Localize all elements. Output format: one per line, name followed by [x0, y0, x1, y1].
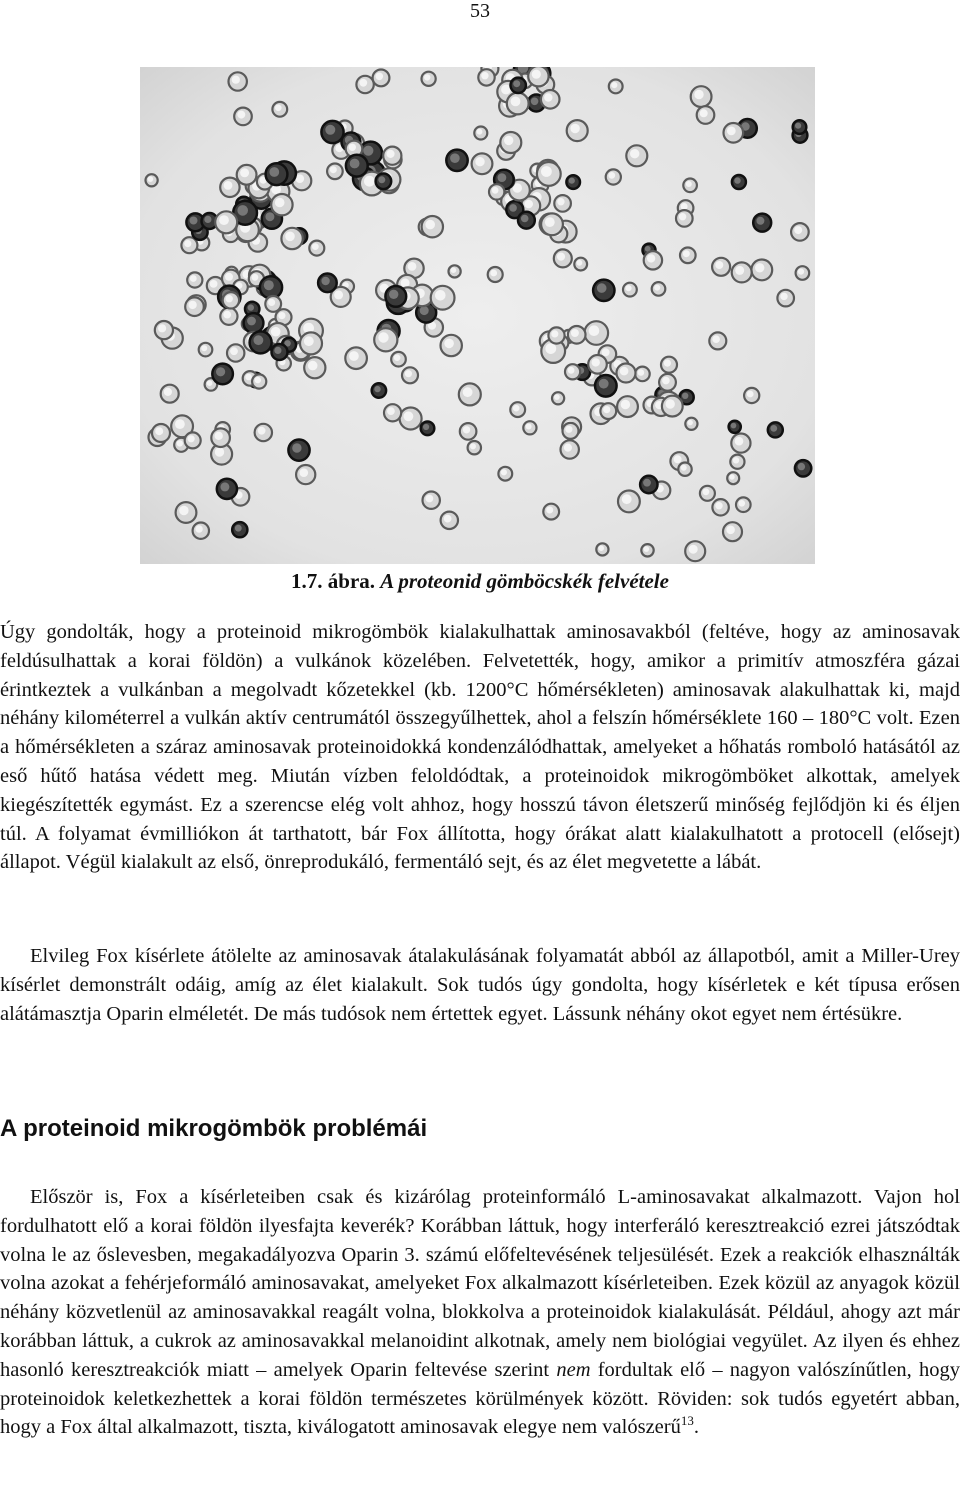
microsphere-highlight — [569, 178, 575, 184]
microsphere-highlight — [450, 153, 460, 163]
microsphere-highlight — [739, 500, 746, 507]
microsphere-highlight — [463, 426, 470, 433]
microsphere-highlight — [715, 502, 722, 509]
microsphere-highlight — [224, 181, 233, 190]
microsphere-highlight — [524, 200, 533, 209]
microsphere-highlight — [532, 70, 541, 79]
microsphere-highlight — [541, 166, 552, 177]
microsphere-highlight — [254, 335, 264, 345]
microsphere-highlight — [195, 525, 202, 532]
microsphere-highlight — [424, 74, 430, 80]
microsphere-highlight — [325, 125, 335, 135]
microsphere-highlight — [285, 232, 295, 242]
microsphere-highlight — [265, 212, 274, 221]
microsphere-highlight — [376, 73, 384, 81]
microsphere-highlight — [188, 301, 196, 309]
microsphere-highlight — [545, 343, 556, 354]
microsphere-highlight — [237, 111, 245, 119]
microsphere-highlight — [158, 324, 166, 332]
microsphere-highlight — [475, 157, 484, 166]
microsphere-highlight — [204, 216, 211, 223]
microsphere-highlight — [223, 311, 231, 319]
microsphere-highlight — [300, 468, 309, 477]
microsphere-highlight — [230, 347, 238, 355]
microsphere-highlight — [190, 217, 198, 225]
microsphere-highlight — [255, 377, 261, 383]
microsphere-highlight — [275, 198, 285, 208]
microsphere-highlight — [794, 226, 802, 234]
microsphere-highlight — [408, 262, 417, 271]
figure-caption-label: 1.7. ábra. — [291, 569, 376, 593]
microsphere-highlight — [477, 129, 483, 135]
microsphere-highlight — [226, 295, 233, 302]
microsphere-highlight — [621, 400, 630, 409]
microsphere-highlight — [577, 260, 583, 266]
microsphere-highlight — [755, 263, 764, 272]
paragraph-3-emphasis: nem — [556, 1358, 591, 1381]
microsphere-highlight — [551, 330, 558, 337]
microsphere-highlight — [264, 280, 274, 290]
microsphere-highlight — [798, 269, 804, 275]
microsphere-highlight — [756, 217, 764, 225]
microsphere-highlight — [444, 515, 452, 523]
microsphere-highlight — [564, 444, 572, 452]
paragraph-1: Úgy gondolták, hogy a proteinoid mikrogömbök kialakulhattak aminosavakból (feltéve, hogy az aminosavak feldúsulhattak a korai földön) a vulkánok közelében. Felvetették, hogy, amikor a primitív atmoszféra gázai érintkeztek a vulkánban a megolvadt kőzetekkel (kb. 1200°C hőmérsékleten) aminosavak alakulhattak ki, majd néhány kilométerrel a vulkán aktív centrumától összegyűlhettek, ahol a felszín hőmérséklete 160 – 180°C volt. Ezen a hőmérsékleten a száraz aminosavak proteinoidokká kondenzálódhattak, amelyeket a hőhatás romboló hatásától az eső hűtő hatása védett meg. Miután vízben feloldódtak, a proteinoidok mikrogömböket alkottak, amelyek kiegészítették egymást. Ez a szerencse elég volt ahhoz, hogy hosszú távon életszerű minőség fejlődjön ki és éljen túl. A folyamat évmilliókon át tarthatott, bár Fox állította, hogy órákat alatt kialakulhatott a protocell (elősejt) állapot. Végül kialakult az első, önreprodukáló, fermentáló sejt, és az élet megvetette a lábát. — [0, 621, 960, 874]
microsphere-highlight — [608, 172, 615, 179]
microsphere-highlight — [603, 406, 610, 413]
microsphere-highlight — [247, 317, 256, 326]
section-heading: A proteinoid mikrogömbök problémái — [0, 1115, 428, 1142]
microsphere-highlight — [245, 374, 252, 381]
microsphere-highlight — [359, 79, 367, 87]
microsphere-highlight — [689, 545, 698, 554]
microsphere-highlight — [688, 420, 693, 425]
paragraph-3-end: . — [693, 1416, 699, 1439]
microsphere-highlight — [148, 176, 154, 182]
microsphere-highlight — [662, 377, 670, 385]
microsphere-highlight — [190, 275, 197, 282]
paragraph-3-text-a: Először is, Fox a kísérleteiben csak és kizárólag proteinformáló L-aminosavakat alkalmazott. Vajon hol fordulhatott elő a korai földön ilyesfajta keverék? Korábban láttuk, hogy interferáló keresztreakció ezrei játszódtak volna le az őslevesben, megakadályozva Oparin 3. számú előfeltevésének teljesülését. Ezek a reakciók elhasználták volna azokat a fehérjeformáló aminosavakat, amelyeket Fox alkalmazott kísérleteiben. Ezek közül az anyagok közül néhány közvetlenül az aminosavakkal reagált volna, blokkolva a proteinoidok kialakulását. Például, ahogy azt már korábban láttuk, a cukrok az aminosavakkal melanoidint alkotnak, amely nem biológiai vegyület. Az ilyen és ehhez hasonló keresztreakciók miatt – amelyek Oparin feltevése szerint — [0, 1186, 960, 1381]
microsphere-highlight — [426, 495, 434, 503]
microsphere-micrograph — [140, 67, 815, 564]
microsphere-highlight — [798, 463, 805, 470]
microsphere-highlight — [521, 215, 529, 223]
microsphere-highlight — [511, 97, 521, 107]
microsphere-highlight — [681, 203, 688, 210]
microsphere-highlight — [308, 361, 318, 371]
microsphere-highlight — [378, 176, 385, 183]
paragraph-3-text-b: fordultak elő – nagyon valószínűtlen, hogy proteinoidok keletkezhettek a korai földön természetes körülmények között. Röviden: sok tudós egyetért abban, hogy a Fox által alkalmazott, tiszta, kiválogatott aminosavak elegye nem valószerű — [0, 1358, 960, 1439]
microsphere-highlight — [334, 290, 343, 299]
microsphere-highlight — [275, 105, 282, 112]
figure-caption-title: A proteonid gömböcskék felvétele — [380, 569, 669, 593]
microsphere-highlight — [387, 407, 395, 415]
microsphere-highlight — [683, 250, 690, 257]
microsphere-highlight — [501, 469, 507, 475]
microsphere-highlight — [184, 240, 191, 247]
microsphere-highlight — [451, 267, 457, 273]
microsphere-highlight — [215, 447, 224, 456]
microsphere-highlight — [425, 220, 435, 230]
microsphere-highlight — [674, 455, 682, 463]
microsphere-highlight — [389, 290, 398, 299]
microsphere-highlight — [350, 159, 360, 169]
microsphere-highlight — [386, 150, 394, 158]
microsphere-highlight — [374, 386, 380, 392]
footnote-ref-13: 13 — [680, 1413, 694, 1429]
microsphere-highlight — [330, 166, 337, 173]
microsphere-highlight — [734, 177, 740, 183]
microsphere-highlight — [682, 393, 688, 399]
microsphere-highlight — [237, 205, 248, 216]
microsphere-highlight — [654, 285, 660, 291]
microsphere-highlight — [731, 423, 737, 429]
microsphere-highlight — [349, 144, 356, 151]
microsphere-highlight — [681, 465, 687, 471]
microsphere-highlight — [210, 280, 218, 288]
microsphere-highlight — [470, 443, 476, 449]
microsphere-highlight — [401, 278, 410, 287]
paragraph-2: Elvileg Fox kísérlete átölelte az aminosavak átalakulásának folyamatát abból az állapotból, amit a Miller-Urey kísérlet demonstrált odáig, amíg az élet kialakult. Sok tudós úgy gondolta, hogy kísérletek e két típusa erősen alátámasztja Oparin elméletét. De más tudósok nem értettek egyet. Lássunk néhány okot egyet nem értésükre. — [0, 945, 960, 1025]
microsphere-highlight — [686, 181, 692, 187]
microsphere-highlight — [463, 387, 473, 397]
microsphere-highlight — [492, 187, 499, 194]
microsphere-highlight — [795, 123, 801, 129]
paragraph-3 — [0, 1183, 960, 1442]
microsphere-highlight — [363, 146, 373, 156]
microsphere-highlight — [557, 253, 565, 261]
microsphere-highlight — [481, 72, 488, 79]
microsphere-highlight — [589, 325, 600, 336]
microsphere-highlight — [570, 124, 579, 133]
microsphere-highlight — [620, 367, 629, 376]
microsphere-highlight — [177, 440, 183, 446]
microsphere-highlight — [598, 545, 604, 551]
microsphere-highlight — [312, 243, 319, 250]
microsphere-highlight — [622, 494, 632, 504]
microsphere-highlight — [700, 109, 708, 117]
microsphere-highlight — [252, 274, 259, 281]
microsphere-highlight — [715, 261, 723, 269]
microsphere-highlight — [378, 332, 388, 342]
microsphere-highlight — [568, 367, 575, 374]
microsphere-highlight — [304, 336, 314, 346]
microsphere-highlight — [625, 285, 631, 291]
microsphere-highlight — [513, 405, 520, 412]
microsphere-highlight — [404, 411, 414, 421]
microsphere-highlight — [269, 167, 279, 177]
microsphere-highlight — [565, 426, 572, 433]
microsphere-highlight — [225, 273, 233, 281]
microsphere-highlight — [544, 93, 552, 101]
microsphere-highlight — [679, 213, 686, 220]
microsphere-highlight — [554, 394, 560, 400]
microsphere-highlight — [602, 348, 610, 356]
microsphere-highlight — [557, 198, 564, 205]
microsphere-highlight — [630, 149, 639, 158]
microsphere-highlight — [526, 424, 532, 430]
page-number: 53 — [470, 0, 490, 22]
microsphere-highlight — [349, 351, 359, 361]
microsphere-highlight — [164, 388, 172, 396]
microsphere-highlight — [435, 290, 446, 301]
microsphere-highlight — [420, 306, 429, 315]
microsphere-highlight — [571, 329, 579, 337]
microsphere-highlight — [179, 506, 188, 515]
microsphere-highlight — [215, 432, 223, 440]
microsphere-highlight — [219, 215, 229, 225]
microsphere-highlight — [423, 424, 429, 430]
microsphere-highlight — [240, 168, 249, 177]
microsphere-highlight — [271, 327, 281, 337]
microsphere-highlight — [232, 76, 240, 84]
microsphere-highlight — [592, 358, 600, 366]
microsphere-highlight — [207, 380, 213, 386]
microsphere-highlight — [509, 204, 517, 212]
microsphere-highlight — [220, 482, 229, 491]
microsphere-highlight — [780, 293, 787, 300]
figure-caption — [0, 568, 960, 594]
microsphere-highlight — [405, 370, 412, 377]
microsphere-highlight — [727, 127, 736, 136]
microsphere-highlight — [498, 173, 507, 182]
microsphere-highlight — [664, 360, 671, 367]
microsphere-highlight — [735, 266, 744, 275]
microsphere-highlight — [643, 479, 651, 487]
microsphere-highlight — [235, 525, 242, 532]
microsphere-highlight — [747, 391, 754, 398]
microsphere-highlight — [188, 435, 195, 442]
microsphere-highlight — [292, 443, 301, 452]
microsphere-highlight — [248, 304, 254, 310]
microsphere-highlight — [278, 312, 285, 319]
microsphere-highlight — [597, 283, 607, 293]
microsphere-highlight — [444, 339, 454, 349]
microsphere-highlight — [531, 98, 539, 106]
microsphere-highlight — [599, 379, 609, 389]
microsphere-highlight — [735, 437, 744, 446]
microsphere-highlight — [611, 82, 617, 88]
microsphere-highlight — [733, 457, 739, 463]
microsphere-highlight — [694, 90, 703, 99]
microsphere-highlight — [770, 425, 777, 432]
microsphere-highlight — [268, 299, 275, 306]
microsphere-highlight — [321, 277, 329, 285]
microsphere-photo — [140, 67, 815, 564]
microsphere-highlight — [274, 347, 281, 354]
microsphere-highlight — [216, 367, 225, 376]
microsphere-highlight — [364, 176, 375, 187]
microsphere-highlight — [258, 427, 266, 435]
microsphere-highlight — [201, 345, 207, 351]
microsphere-highlight — [729, 474, 734, 479]
microsphere-highlight — [545, 217, 555, 227]
microsphere-highlight — [546, 507, 553, 514]
microsphere-highlight — [638, 369, 645, 376]
microsphere-highlight — [666, 399, 675, 408]
microsphere-highlight — [726, 526, 735, 535]
microsphere-highlight — [394, 354, 401, 361]
microsphere-highlight — [703, 488, 710, 495]
microsphere-highlight — [155, 427, 163, 435]
microsphere-highlight — [504, 136, 513, 145]
microsphere-highlight — [490, 270, 497, 277]
microsphere-highlight — [513, 80, 520, 87]
microsphere-highlight — [712, 335, 720, 343]
microsphere-highlight — [644, 546, 650, 552]
microsphere-highlight — [647, 254, 655, 262]
microsphere-highlight — [175, 419, 185, 429]
